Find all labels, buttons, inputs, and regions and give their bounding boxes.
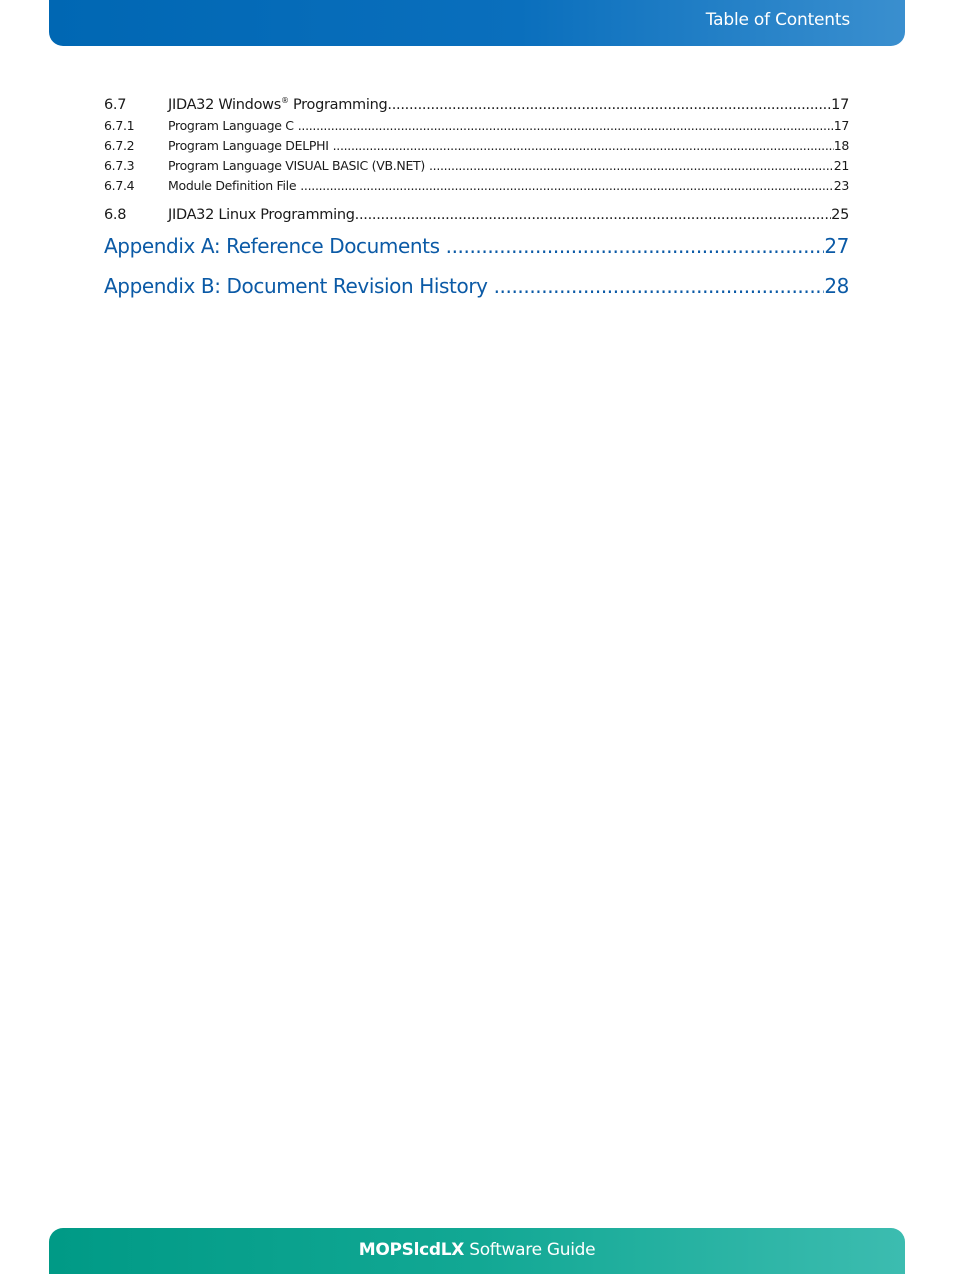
toc-entry-title: JIDA32 Linux Programming	[168, 207, 355, 223]
toc-entry-6-7-2[interactable]	[104, 136, 849, 156]
toc-entry-page: 25	[831, 207, 849, 223]
toc-entry-6-7-3[interactable]	[104, 156, 849, 176]
footer-title	[49, 1240, 905, 1260]
toc-entry-number: 6.7.2	[104, 138, 135, 153]
toc-entry-page: 17	[833, 118, 849, 133]
toc-entry-6-7[interactable]	[104, 94, 849, 116]
toc-entry-page: 18	[833, 138, 849, 153]
toc-leader-dots	[355, 204, 831, 226]
toc-entry-6-7-1[interactable]	[104, 116, 849, 136]
toc-entry-number: 6.7.1	[104, 118, 135, 133]
document-type: Software Guide	[464, 1240, 596, 1260]
registered-mark: ®	[280, 96, 289, 105]
appendix-page: 28	[824, 274, 849, 298]
toc-entry-page: 21	[833, 158, 849, 173]
appendix-title: Appendix A: Reference Documents	[104, 234, 440, 258]
toc-leader-dots	[294, 116, 834, 136]
toc-appendix-a[interactable]	[104, 226, 849, 266]
toc-leader-dots	[440, 226, 825, 266]
toc-entry-title: Program Language VISUAL BASIC (VB.NET)	[168, 158, 425, 173]
toc-leader-dots	[296, 176, 833, 196]
toc-leader-dots	[488, 266, 825, 306]
header-title: Table of Contents	[705, 10, 850, 30]
toc-entry-title: Module Definition File	[168, 178, 297, 193]
toc-entry-page: 17	[831, 97, 849, 113]
spacer	[104, 196, 849, 204]
toc-leader-dots	[387, 94, 831, 116]
appendix-page: 27	[824, 234, 849, 258]
toc-appendix-b[interactable]	[104, 266, 849, 306]
toc-leader-dots	[425, 156, 834, 176]
product-name: MOPSlcdLX	[358, 1240, 465, 1260]
toc-entry-number: 6.8	[104, 207, 127, 223]
toc-leader-dots	[329, 136, 834, 156]
toc-entry-page: 23	[833, 178, 849, 193]
table-of-contents	[104, 94, 849, 306]
toc-entry-number: 6.7.3	[104, 158, 135, 173]
toc-entry-number: 6.7.4	[104, 178, 135, 193]
toc-entry-6-8[interactable]	[104, 204, 849, 226]
toc-entry-title: Program Language C	[168, 118, 294, 133]
appendix-title: Appendix B: Document Revision History	[104, 274, 488, 298]
header-bar	[49, 0, 905, 46]
footer-bar	[49, 1228, 905, 1274]
toc-entry-number: 6.7	[104, 97, 127, 113]
toc-entry-title: Program Language DELPHI	[168, 138, 329, 153]
toc-entry-title: JIDA32 Windows® Programming	[168, 96, 388, 113]
toc-entry-6-7-4[interactable]	[104, 176, 849, 196]
